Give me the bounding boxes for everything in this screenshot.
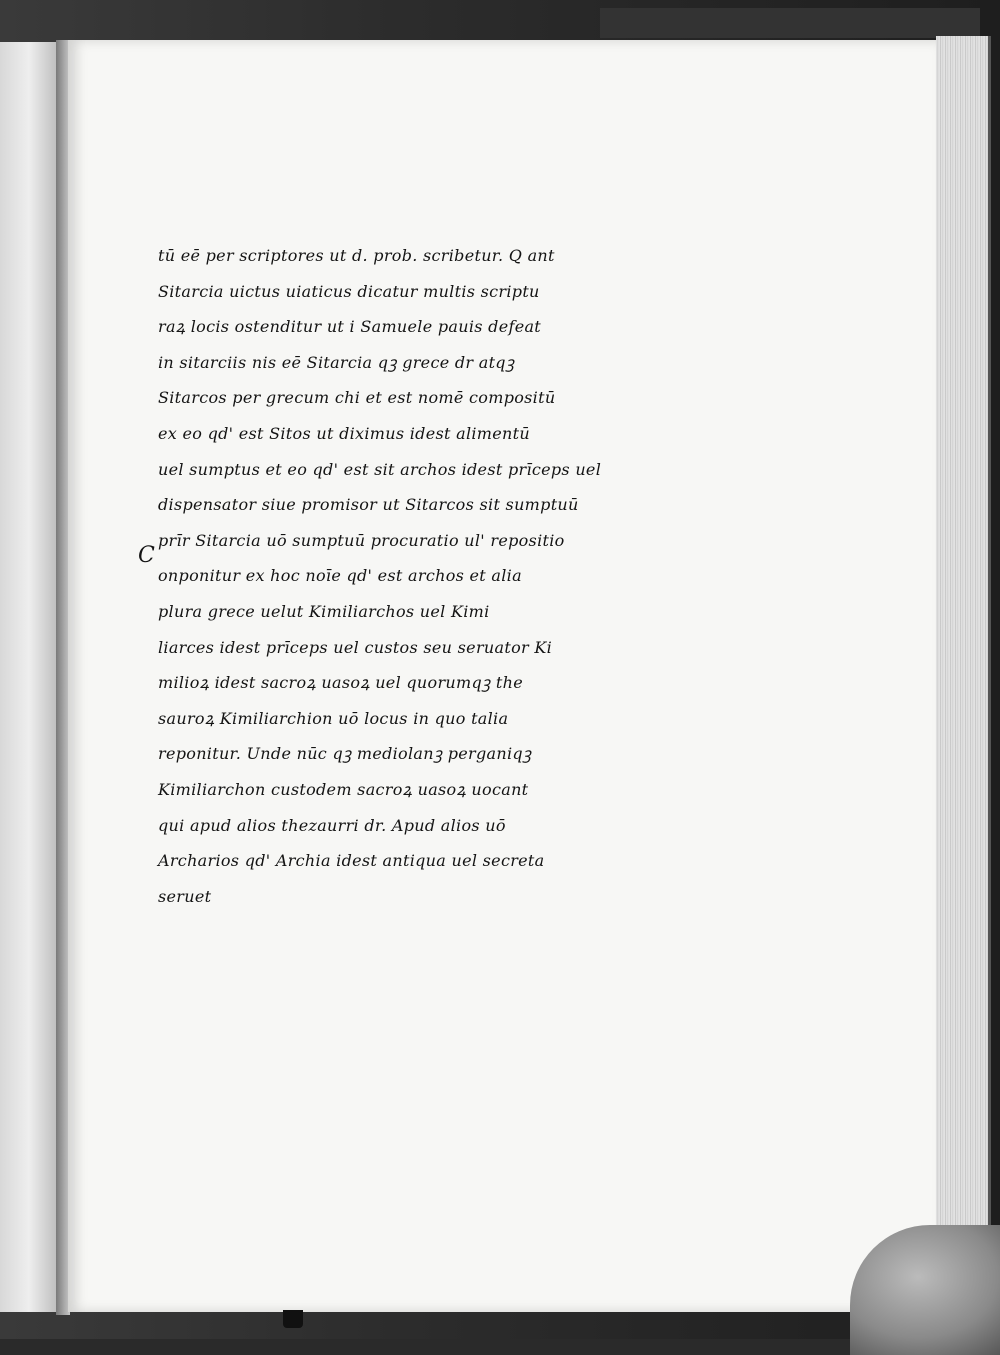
text-line: qui apud alios thezaurri dr. Apud alios uō	[158, 815, 506, 835]
text-line: Kimiliarchon custodem sacroꝝ uasoꝝ uocant	[158, 779, 529, 799]
page-fore-edge	[936, 36, 991, 1300]
text-line: prīr Sitarcia uō sumptuū procuratio ul' repositio	[158, 530, 565, 550]
text-line: ex eo qd' est Sitos ut diximus idest alimentū	[158, 423, 530, 443]
manuscript-text	[158, 238, 698, 914]
text-line: Archarios qd' Archia idest antiqua uel secreta	[158, 851, 545, 871]
text-line: dispensator siue promisor ut Sitarcos sit sumptuū	[158, 495, 579, 515]
text-line: tū eē per scriptores ut d. prob. scribetur. Q ant	[158, 246, 555, 265]
text-line: uel sumptus et eo qd' est sit archos idest prīceps uel	[158, 459, 602, 479]
text-line: milioꝝ idest sacroꝝ uasoꝝ uel quorumqꝫ the	[158, 673, 523, 693]
bookmark-ribbon	[283, 1310, 303, 1328]
initial-letter: C	[138, 543, 155, 568]
text-line: onponitur ex hoc noīe qd' est archos et alia	[158, 566, 522, 586]
text-line: sauroꝝ Kimiliarchion uō locus in quo talia	[158, 708, 509, 728]
left-page	[0, 42, 60, 1312]
binding-top	[600, 8, 980, 38]
text-line: reponitur. Unde nūc qꝫ mediolanꝫ perganiqꝫ	[158, 744, 532, 764]
text-line: seruet	[158, 886, 212, 906]
text-line: in sitarciis nis eē Sitarcia qꝫ grece dr atqꝫ	[158, 352, 515, 372]
text-line: plura grece uelut Kimiliarchos uel Kimi	[158, 601, 490, 621]
text-line: liarces idest prīceps uel custos seu seruator Ki	[158, 637, 553, 657]
text-line: raꝝ locis ostenditur ut i Samuele pauis defeat	[158, 317, 542, 337]
text-line: Sitarcia uictus uiaticus dicatur multis scriptu	[158, 281, 540, 301]
text-line: Sitarcos per grecum chi et est nomē compositū	[158, 388, 556, 408]
